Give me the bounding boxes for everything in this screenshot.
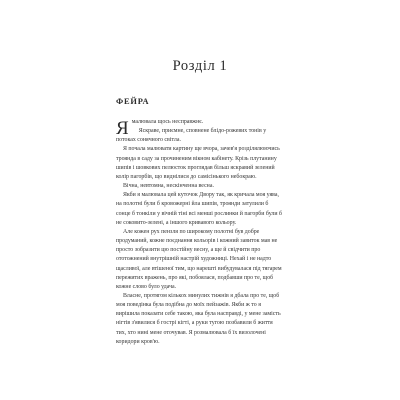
paragraph-5: Якби я малювала цей куточок Двору так, як кричала моя уява, на полотні були б кровожерні йла шипів, троянди затулили б сонце б тонкіли у вічній тіні всі менші рослинки й пагорби були б не соковито-зелені, а іншого кривавого кольору. — [116, 192, 282, 226]
chapter-title: Розділ 1 — [172, 58, 228, 74]
paragraph-3: Я почала малювати картину ще вчора, зачев'я розділялюючись троянда в саду за прочиненим вікном кабінету. Крізь плутанину шипів і шовкових пелюсток проглядав більш яскравий зелений колір пагорбів, що виднілися до самісінького небокраю. — [116, 146, 280, 180]
paragraph-2: Яскраве, приємне, сповнене блідо-рожевих тонів у потоках сонячного світла. — [116, 128, 267, 144]
drop-cap: Я — [116, 118, 129, 139]
paragraph-text: малювала щось несправжнє. — [131, 119, 204, 125]
paragraph-6: Але кожен рух пензля по широкому полотні був добре продуманий, кожне поєднання кольорів і кожний завиток мав не просто зобразити цю постійну весну, а ще й свідчити про ототожнений внутрішній настрій художниці. Нехай і не надто щасливої, але втішеної тим, що нарешті вибудувалася під тягарем пережитих вражень, про які, побоялася, подбавши про те, щоб кожне слово було удача. — [116, 228, 282, 290]
section-label: ФЕЙРА — [116, 97, 150, 106]
paragraph-7: Власне, протягом кількох минулих тижнів я дбала про те, щоб моя поведінка була подібна до моїх пейзажів. Якби ж то я вирішила показати себе такою, яка була насправді, у мене замість нігтів з'явилися б гострі кігті, а руки тугою позбавили б життя тих, хто нині мене оточував. Я розмалювала б їх визолочені коридори кров'ю. — [116, 292, 281, 345]
paragraph-4: Вічна, невтомна, нескінченна весна. — [123, 183, 214, 190]
body-text — [116, 118, 284, 347]
